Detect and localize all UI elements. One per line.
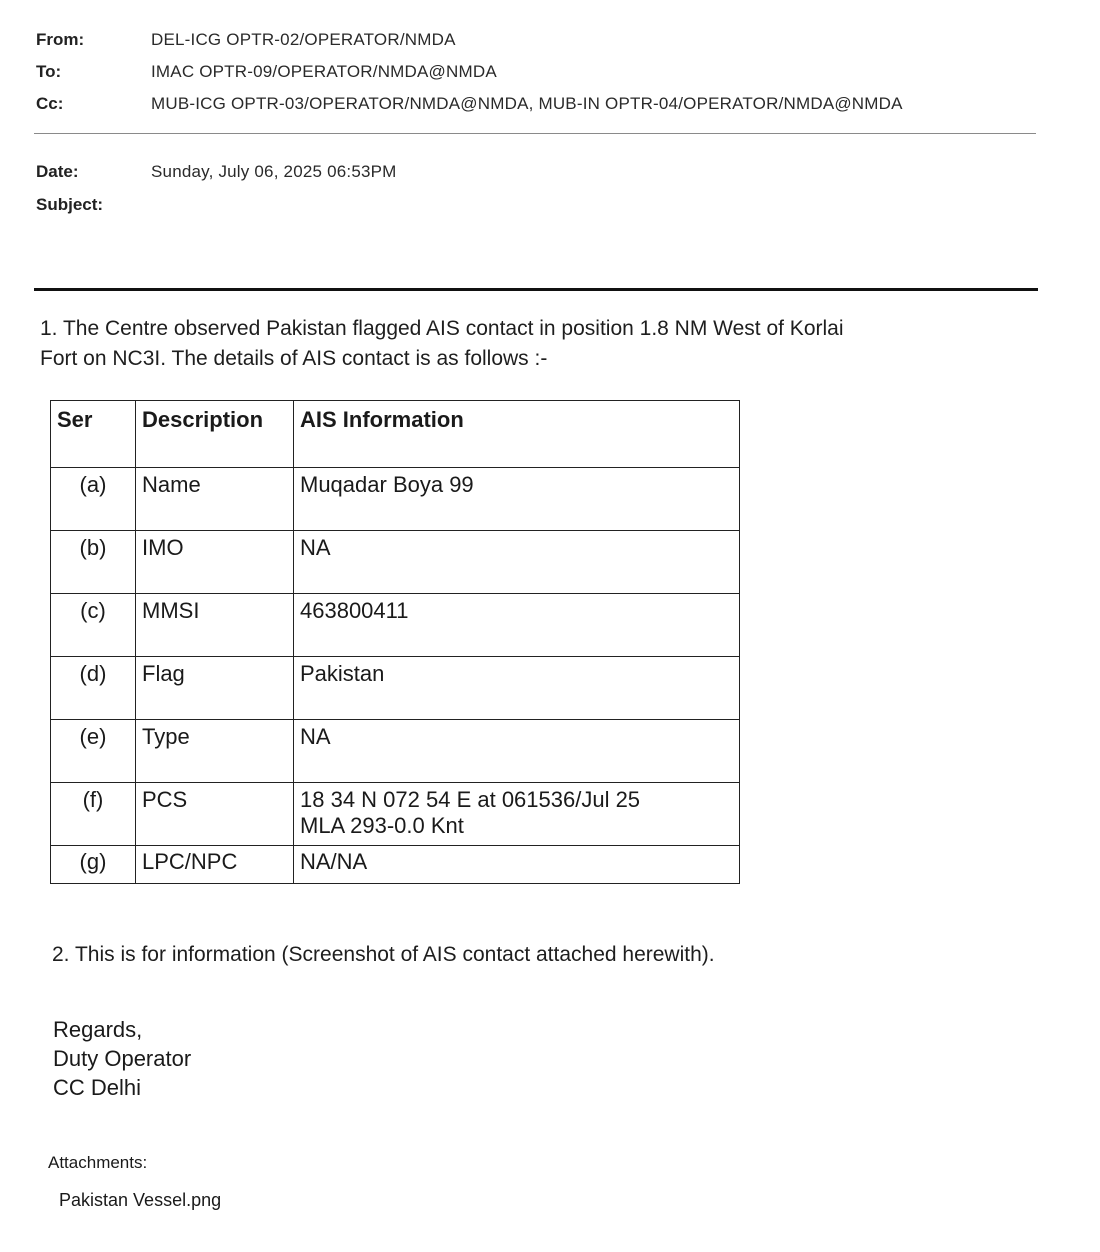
row-ser: (e) (51, 720, 136, 783)
row-info: NA (294, 531, 740, 594)
row-description: LPC/NPC (136, 846, 294, 884)
row-ser: (a) (51, 468, 136, 531)
ais-details-table (50, 400, 740, 884)
row-ser: (d) (51, 657, 136, 720)
cc-label: Cc: (36, 94, 64, 113)
header-ais-information: AIS Information (294, 401, 740, 468)
header-divider (34, 133, 1036, 134)
paragraph-1 (40, 314, 844, 374)
course-speed-text: MLA 293-0.0 Knt (300, 813, 464, 838)
row-description: Flag (136, 657, 294, 720)
paragraph-1-line-2: Fort on NC3I. The details of AIS contact is as follows :- (40, 347, 548, 370)
table-row (51, 468, 740, 531)
row-info: NA (294, 720, 740, 783)
closing-block (53, 1015, 191, 1102)
row-ser: (b) (51, 531, 136, 594)
table-row (51, 846, 740, 884)
to-label: To: (36, 62, 62, 81)
header-ser: Ser (51, 401, 136, 468)
subject-label: Subject: (36, 195, 104, 214)
signature-role: Duty Operator (53, 1046, 192, 1071)
table-header-row (51, 401, 740, 468)
table-row (51, 720, 740, 783)
row-info: NA/NA (294, 846, 740, 884)
date-value: Sunday, July 06, 2025 06:53PM (151, 162, 397, 181)
row-description: Type (136, 720, 294, 783)
position-text: 18 34 N 072 54 E at 061536/Jul 25 (300, 787, 641, 812)
row-description: Name (136, 468, 294, 531)
attachment-file-link[interactable]: Pakistan Vessel.png (59, 1190, 222, 1210)
signature-unit: CC Delhi (53, 1075, 142, 1100)
row-description: MMSI (136, 594, 294, 657)
table-row (51, 594, 740, 657)
paragraph-1-line-1: 1. The Centre observed Pakistan flagged AIS contact in position 1.8 NM West of Korlai (40, 317, 844, 340)
from-value: DEL-ICG OPTR-02/OPERATOR/NMDA (151, 30, 456, 49)
table-row (51, 657, 740, 720)
row-description: PCS (136, 783, 294, 846)
table-row (51, 783, 740, 846)
body-divider (34, 288, 1038, 291)
attachments-label: Attachments: (48, 1153, 148, 1172)
row-info-multiline (294, 783, 740, 846)
row-info: Muqadar Boya 99 (294, 468, 740, 531)
to-value: IMAC OPTR-09/OPERATOR/NMDA@NMDA (151, 62, 497, 81)
row-description: IMO (136, 531, 294, 594)
table-row (51, 531, 740, 594)
row-info: 463800411 (294, 594, 740, 657)
paragraph-2: 2. This is for information (Screenshot of AIS contact attached herewith). (52, 943, 715, 966)
row-info: Pakistan (294, 657, 740, 720)
date-label: Date: (36, 162, 79, 181)
row-ser: (c) (51, 594, 136, 657)
regards-text: Regards, (53, 1017, 143, 1042)
row-ser: (g) (51, 846, 136, 884)
row-ser: (f) (51, 783, 136, 846)
header-description: Description (136, 401, 294, 468)
cc-value: MUB-ICG OPTR-03/OPERATOR/NMDA@NMDA, MUB-IN OPTR-04/OPERATOR/NMDA@NMDA (151, 94, 903, 113)
from-label: From: (36, 30, 85, 49)
